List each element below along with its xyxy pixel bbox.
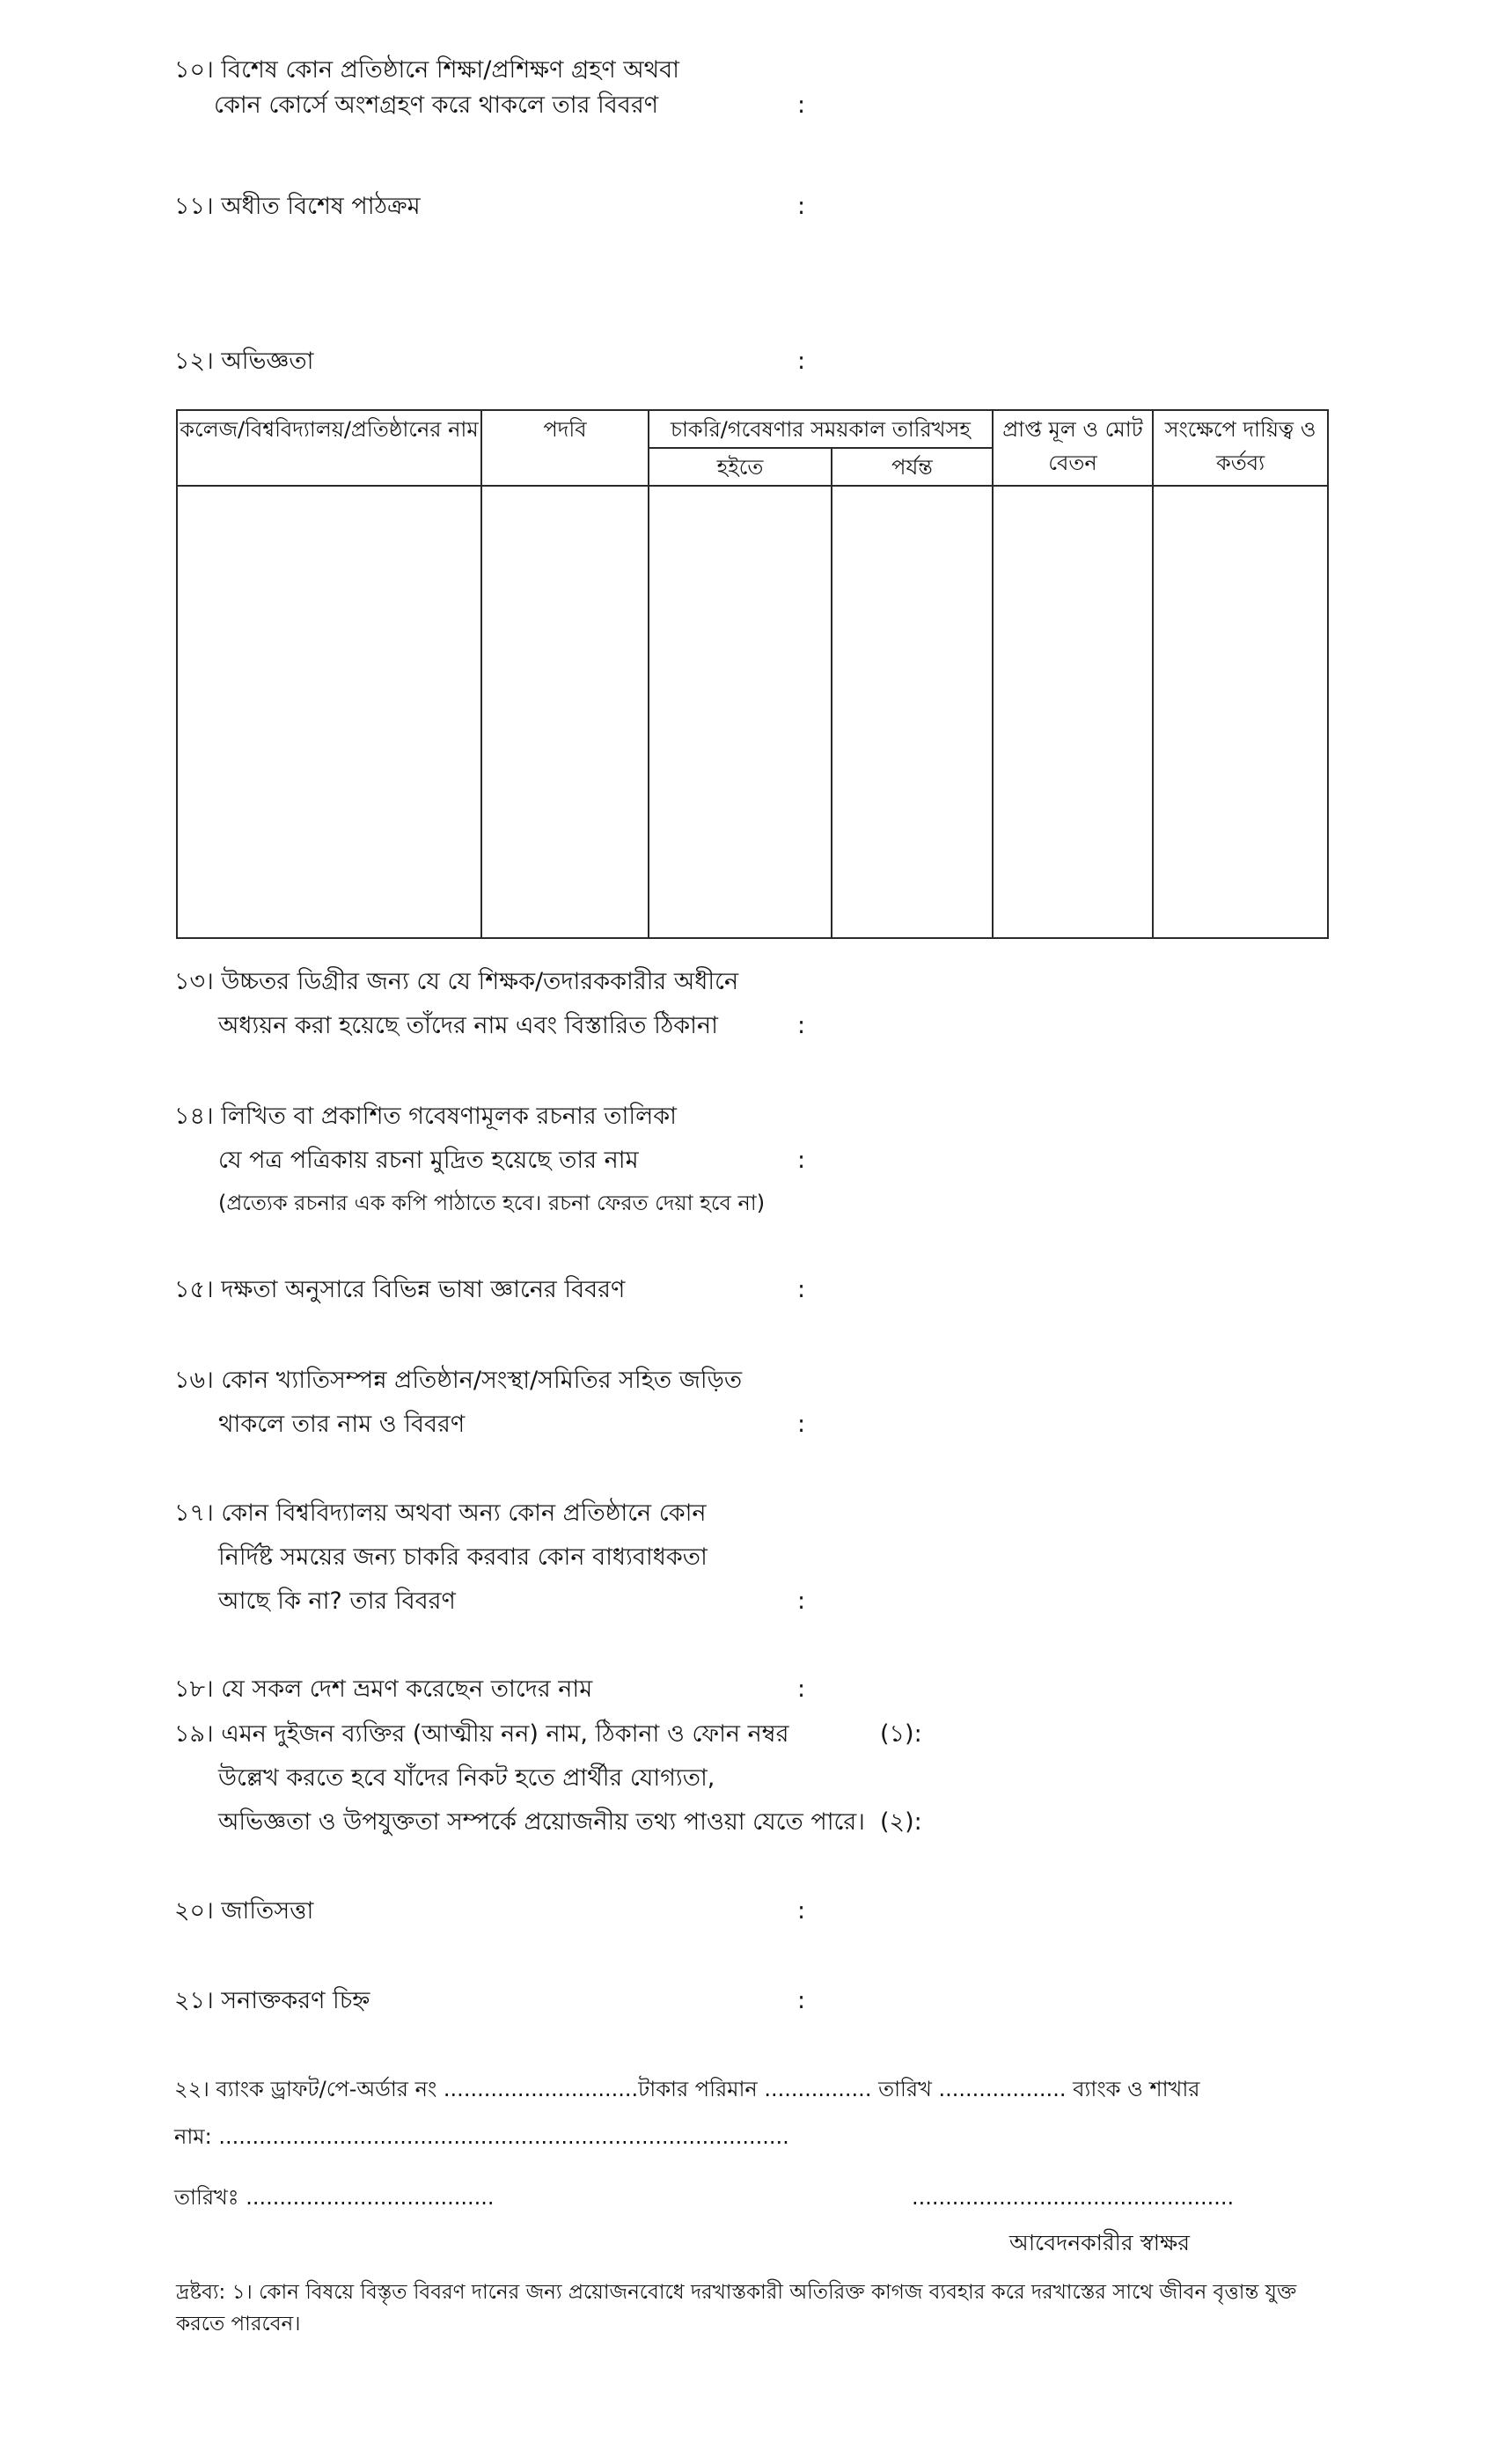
item-19-line2: উল্লেখ করতে হবে যাঁদের নিকট হতে প্রার্থীর যোগ্যতা, — [218, 1764, 715, 1792]
item-10-line2: কোন কোর্সে অংশগ্রহণ করে থাকলে তার বিবরণ — [214, 92, 659, 119]
item-17-line2: নির্দিষ্ট সময়ের জন্য চাকরি করবার কোন বাধ্যবাধকতা — [218, 1544, 708, 1571]
cell-institution[interactable] — [177, 486, 481, 938]
header-salary: প্রাপ্ত মূল ও মোট বেতন — [993, 410, 1153, 486]
item-20-line1: ২০। জাতিসত্তা — [174, 1897, 314, 1925]
item-14-line2: যে পত্র পত্রিকায় রচনা মুদ্রিত হয়েছে তার নাম — [218, 1147, 639, 1174]
signature-label: আবেদনকারীর স্বাক্ষর — [1009, 2230, 1190, 2255]
item-16-colon: : — [797, 1411, 806, 1438]
date-field[interactable]: তারিখঃ ..................................... — [174, 2185, 495, 2210]
item-13-line2: অধ্যয়ন করা হয়েছে তাঁদের নাম এবং বিস্তারিত ঠিকানা — [218, 1012, 718, 1039]
item-13-colon: : — [797, 1012, 806, 1039]
item-13-line1: ১৩। উচ্চতর ডিগ্রীর জন্য যে যে শিক্ষক/তদারককারীর অধীনে — [174, 968, 739, 995]
reference-1-label: (১): — [880, 1720, 922, 1748]
item-16-line1: ১৬। কোন খ্যাতিসম্পন্ন প্রতিষ্ঠান/সংস্থা/সমিতির সহিত জড়িত — [174, 1367, 743, 1394]
item-14-line3: (প্রত্যেক রচনার এক কপি পাঠাতে হবে। রচনা ফেরত দেয়া হবে না) — [218, 1191, 766, 1215]
item-19-line1: ১৯। এমন দুইজন ব্যক্তির (আত্মীয় নন) নাম, ঠিকানা ও ফোন নম্বর — [174, 1720, 789, 1748]
header-to: পর্যন্ত — [832, 448, 993, 486]
item-17-colon: : — [797, 1588, 806, 1615]
cell-salary[interactable] — [993, 486, 1153, 938]
item-11-colon: : — [797, 193, 806, 220]
item-19-line3: অভিজ্ঞতা ও উপযুক্ততা সম্পর্কে প্রয়োজনীয় তথ্য পাওয়া যেতে পারে। — [218, 1808, 865, 1836]
item-11-line1: ১১। অধীত বিশেষ পাঠক্রম — [174, 193, 421, 220]
cell-to[interactable] — [832, 486, 993, 938]
item-20-colon: : — [797, 1897, 806, 1925]
item-10-line1: ১০। বিশেষ কোন প্রতিষ্ঠানে শিক্ষা/প্রশিক্ষণ গ্রহণ অথবা — [174, 56, 680, 84]
header-duties: সংক্ষেপে দায়িত্ব ও কর্তব্য — [1153, 410, 1328, 486]
item-21-line1: ২১। সনাক্তকরণ চিহ্ন — [174, 1987, 370, 2014]
item-17-line3: আছে কি না? তার বিবরণ — [218, 1588, 456, 1615]
header-period: চাকরি/গবেষণার সময়কাল তারিখসহ — [649, 410, 993, 448]
item-22-line1: ২২। ব্যাংক ড্রাফট/পে-অর্ডার নং .............................টাকার পরিমান ................ তারিখ ................... ব্যাংক ও শাখার — [174, 2077, 1200, 2101]
header-post: পদবি — [481, 410, 649, 486]
item-12-colon: : — [797, 348, 806, 375]
item-10-colon: : — [797, 92, 806, 119]
item-18-colon: : — [797, 1676, 806, 1703]
item-18-line1: ১৮। যে সকল দেশ ভ্রমণ করেছেন তাদের নাম — [174, 1676, 593, 1703]
signature-line[interactable]: ................................................ — [912, 2185, 1235, 2210]
cell-duties[interactable] — [1153, 486, 1328, 938]
item-14-colon: : — [797, 1147, 806, 1174]
item-17-line1: ১৭। কোন বিশ্ববিদ্যালয় অথবা অন্য কোন প্রতিষ্ঠানে কোন — [174, 1500, 707, 1527]
header-from: হইতে — [649, 448, 832, 486]
item-15-line1: ১৫। দক্ষতা অনুসারে বিভিন্ন ভাষা জ্ঞানের বিবরণ — [174, 1276, 626, 1303]
item-16-line2: থাকলে তার নাম ও বিবরণ — [218, 1411, 466, 1438]
reference-2-label: (২): — [880, 1808, 922, 1836]
cell-post[interactable] — [481, 486, 649, 938]
item-22-line2: নাম: ..................................................................................... — [174, 2124, 789, 2149]
item-21-colon: : — [797, 1987, 806, 2014]
item-15-colon: : — [797, 1276, 806, 1303]
footnote: দ্রষ্টব্য: ১। কোন বিষয়ে বিস্তৃত বিবরণ দানের জন্য প্রয়োজনবোধে দরখাস্তকারী অতিরিক্ত কাগজ ব্যবহার করে দরখাস্তের সাথে জীবন বৃত্তান্ত যুক্ত করতে পারবেন। — [176, 2281, 1297, 2336]
item-12-line1: ১২। অভিজ্ঞতা — [174, 348, 314, 375]
item-14-line1: ১৪। লিখিত বা প্রকাশিত গবেষণামূলক রচনার তালিকা — [174, 1103, 677, 1130]
cell-from[interactable] — [649, 486, 832, 938]
experience-table — [176, 409, 1329, 939]
header-institution: কলেজ/বিশ্ববিদ্যালয়/প্রতিষ্ঠানের নাম — [177, 410, 481, 486]
